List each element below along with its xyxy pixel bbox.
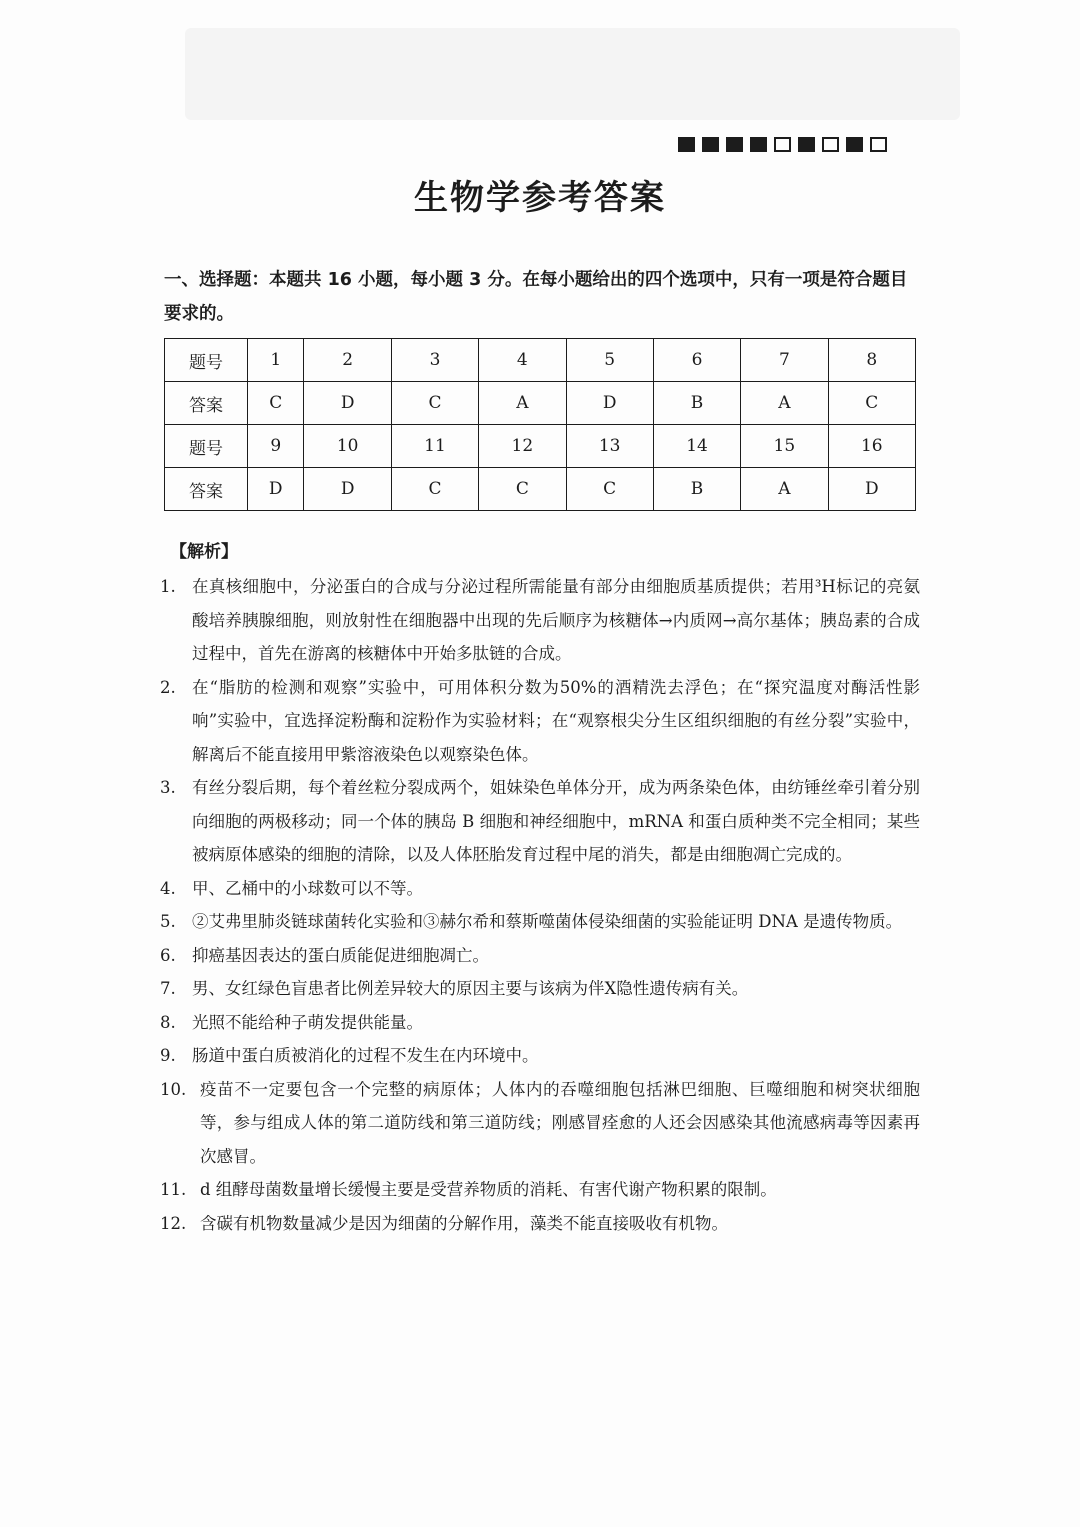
filled-square-mark bbox=[702, 137, 719, 152]
filled-square-mark bbox=[726, 137, 743, 152]
question-number: 7 bbox=[741, 339, 828, 382]
answer-cell: C bbox=[828, 382, 915, 425]
empty-square-mark bbox=[822, 137, 839, 152]
filled-square-mark bbox=[750, 137, 767, 152]
page-title: 生物学参考答案 bbox=[414, 178, 666, 218]
item-text: 在“脂肪的检测和观察”实验中，可用体积分数为50%的酒精洗去浮色；在“探究温度对酶活性影响”实验中，宜选择淀粉酶和淀粉作为实验材料；在“观察根尖分生区组织细胞的有丝分裂”实验中，解离后不能直接用甲紫溶液染色以观察染色体。 bbox=[192, 677, 920, 764]
question-number: 5 bbox=[566, 339, 653, 382]
item-number: 6. bbox=[160, 945, 176, 965]
item-number: 1. bbox=[160, 577, 176, 596]
answer-cell: B bbox=[653, 382, 740, 425]
question-number: 9 bbox=[248, 425, 304, 468]
item-number: 5. bbox=[160, 912, 176, 931]
question-number: 2 bbox=[304, 339, 391, 382]
question-number: 16 bbox=[828, 425, 915, 468]
answer-cell: C bbox=[479, 468, 566, 511]
item-number: 9. bbox=[160, 1046, 176, 1065]
section-one-heading: 一、选择题：本题共 16 小题，每小题 3 分。在每小题给出的四个选项中，只有一项是符合题目要求的。 bbox=[164, 270, 908, 324]
list-item bbox=[160, 1073, 920, 1174]
filled-square-mark bbox=[798, 137, 815, 152]
item-text: d 组酵母菌数量增长缓慢主要是受营养物质的消耗、有害代谢产物积累的限制。 bbox=[200, 1180, 777, 1199]
item-text: 男、女红绿色盲患者比例差异较大的原因主要与该病为伴X隐性遗传病有关。 bbox=[192, 979, 749, 998]
row-label-number: 题号 bbox=[165, 339, 248, 382]
item-text: 抑癌基因表达的蛋白质能促进细胞凋亡。 bbox=[192, 945, 489, 965]
list-item bbox=[160, 671, 920, 772]
list-item bbox=[160, 1039, 920, 1073]
header-marks bbox=[678, 137, 887, 152]
item-number: 12. bbox=[160, 1213, 187, 1233]
question-number: 4 bbox=[479, 339, 566, 382]
list-item bbox=[160, 771, 920, 872]
question-number: 8 bbox=[828, 339, 915, 382]
item-number: 10. bbox=[160, 1079, 187, 1099]
question-number: 6 bbox=[653, 339, 740, 382]
answer-cell: D bbox=[304, 468, 391, 511]
question-number: 10 bbox=[304, 425, 391, 468]
item-number: 8. bbox=[160, 1012, 176, 1032]
table-row-numbers-2 bbox=[165, 425, 916, 468]
table-row-answers-2 bbox=[165, 468, 916, 511]
table-row-numbers-1 bbox=[165, 339, 916, 382]
list-item bbox=[160, 1006, 920, 1040]
answer-cell: A bbox=[741, 468, 828, 511]
answer-cell: A bbox=[741, 382, 828, 425]
item-number: 11. bbox=[160, 1180, 187, 1199]
item-text: ②艾弗里肺炎链球菌转化实验和③赫尔希和蔡斯噬菌体侵染细菌的实验能证明 DNA 是遗传物质。 bbox=[192, 912, 903, 931]
empty-square-mark bbox=[774, 137, 791, 152]
item-text: 有丝分裂后期，每个着丝粒分裂成两个，姐妹染色单体分开，成为两条染色体，由纺锤丝牵引着分别向细胞的两极移动；同一个体的胰岛 B 细胞和神经细胞中，mRNA 和蛋白质种类不完全相同；某些被病原体感染的细胞的清除，以及人体胚胎发育过程中尾的消失，都是由细胞凋亡完成的。 bbox=[192, 778, 920, 864]
question-number: 1 bbox=[248, 339, 304, 382]
question-number: 3 bbox=[391, 339, 478, 382]
answer-cell: D bbox=[304, 382, 391, 425]
item-text: 肠道中蛋白质被消化的过程不发生在内环境中。 bbox=[192, 1046, 539, 1065]
question-number: 12 bbox=[479, 425, 566, 468]
item-text: 甲、乙桶中的小球数可以不等。 bbox=[192, 878, 423, 898]
answer-cell: D bbox=[566, 382, 653, 425]
analysis-heading: 【解析】 bbox=[170, 542, 238, 562]
empty-square-mark bbox=[870, 137, 887, 152]
answer-cell: D bbox=[248, 468, 304, 511]
item-number: 3. bbox=[160, 778, 176, 797]
list-item bbox=[160, 1173, 920, 1207]
answer-cell: C bbox=[248, 382, 304, 425]
list-item bbox=[160, 872, 920, 906]
item-text: 含碳有机物数量减少是因为细菌的分解作用，藻类不能直接吸收有机物。 bbox=[200, 1213, 728, 1233]
row-label-answer: 答案 bbox=[165, 382, 248, 425]
answer-cell: C bbox=[391, 382, 478, 425]
item-text: 在真核细胞中，分泌蛋白的合成与分泌过程所需能量有部分由细胞质基质提供；若用³H标记的亮氨酸培养胰腺细胞，则放射性在细胞器中出现的先后顺序为核糖体→内质网→高尔基体；胰岛素的合成过程中，首先在游离的核糖体中开始多肽链的合成。 bbox=[192, 577, 920, 663]
answer-cell: C bbox=[391, 468, 478, 511]
scan-smudge bbox=[185, 28, 960, 120]
item-text: 疫苗不一定要包含一个完整的病原体；人体内的吞噬细胞包括淋巴细胞、巨噬细胞和树突状细胞等，参与组成人体的第二道防线和第三道防线；刚感冒痊愈的人还会因感染其他流感病毒等因素再次感冒。 bbox=[200, 1079, 920, 1166]
answer-table bbox=[164, 338, 916, 511]
answer-cell: A bbox=[479, 382, 566, 425]
filled-square-mark bbox=[846, 137, 863, 152]
item-number: 7. bbox=[160, 979, 176, 998]
row-label-answer: 答案 bbox=[165, 468, 248, 511]
list-item bbox=[160, 905, 920, 939]
list-item bbox=[160, 939, 920, 973]
list-item bbox=[160, 570, 920, 671]
answer-cell: C bbox=[566, 468, 653, 511]
filled-square-mark bbox=[678, 137, 695, 152]
question-number: 11 bbox=[391, 425, 478, 468]
item-number: 2. bbox=[160, 677, 176, 697]
analysis-list bbox=[160, 570, 920, 1240]
question-number: 13 bbox=[566, 425, 653, 468]
question-number: 15 bbox=[741, 425, 828, 468]
answer-cell: D bbox=[828, 468, 915, 511]
question-number: 14 bbox=[653, 425, 740, 468]
row-label-number: 题号 bbox=[165, 425, 248, 468]
item-number: 4. bbox=[160, 878, 176, 898]
table-row-answers-1 bbox=[165, 382, 916, 425]
item-text: 光照不能给种子萌发提供能量。 bbox=[192, 1012, 423, 1032]
list-item bbox=[160, 1207, 920, 1241]
list-item bbox=[160, 972, 920, 1006]
answer-cell: B bbox=[653, 468, 740, 511]
